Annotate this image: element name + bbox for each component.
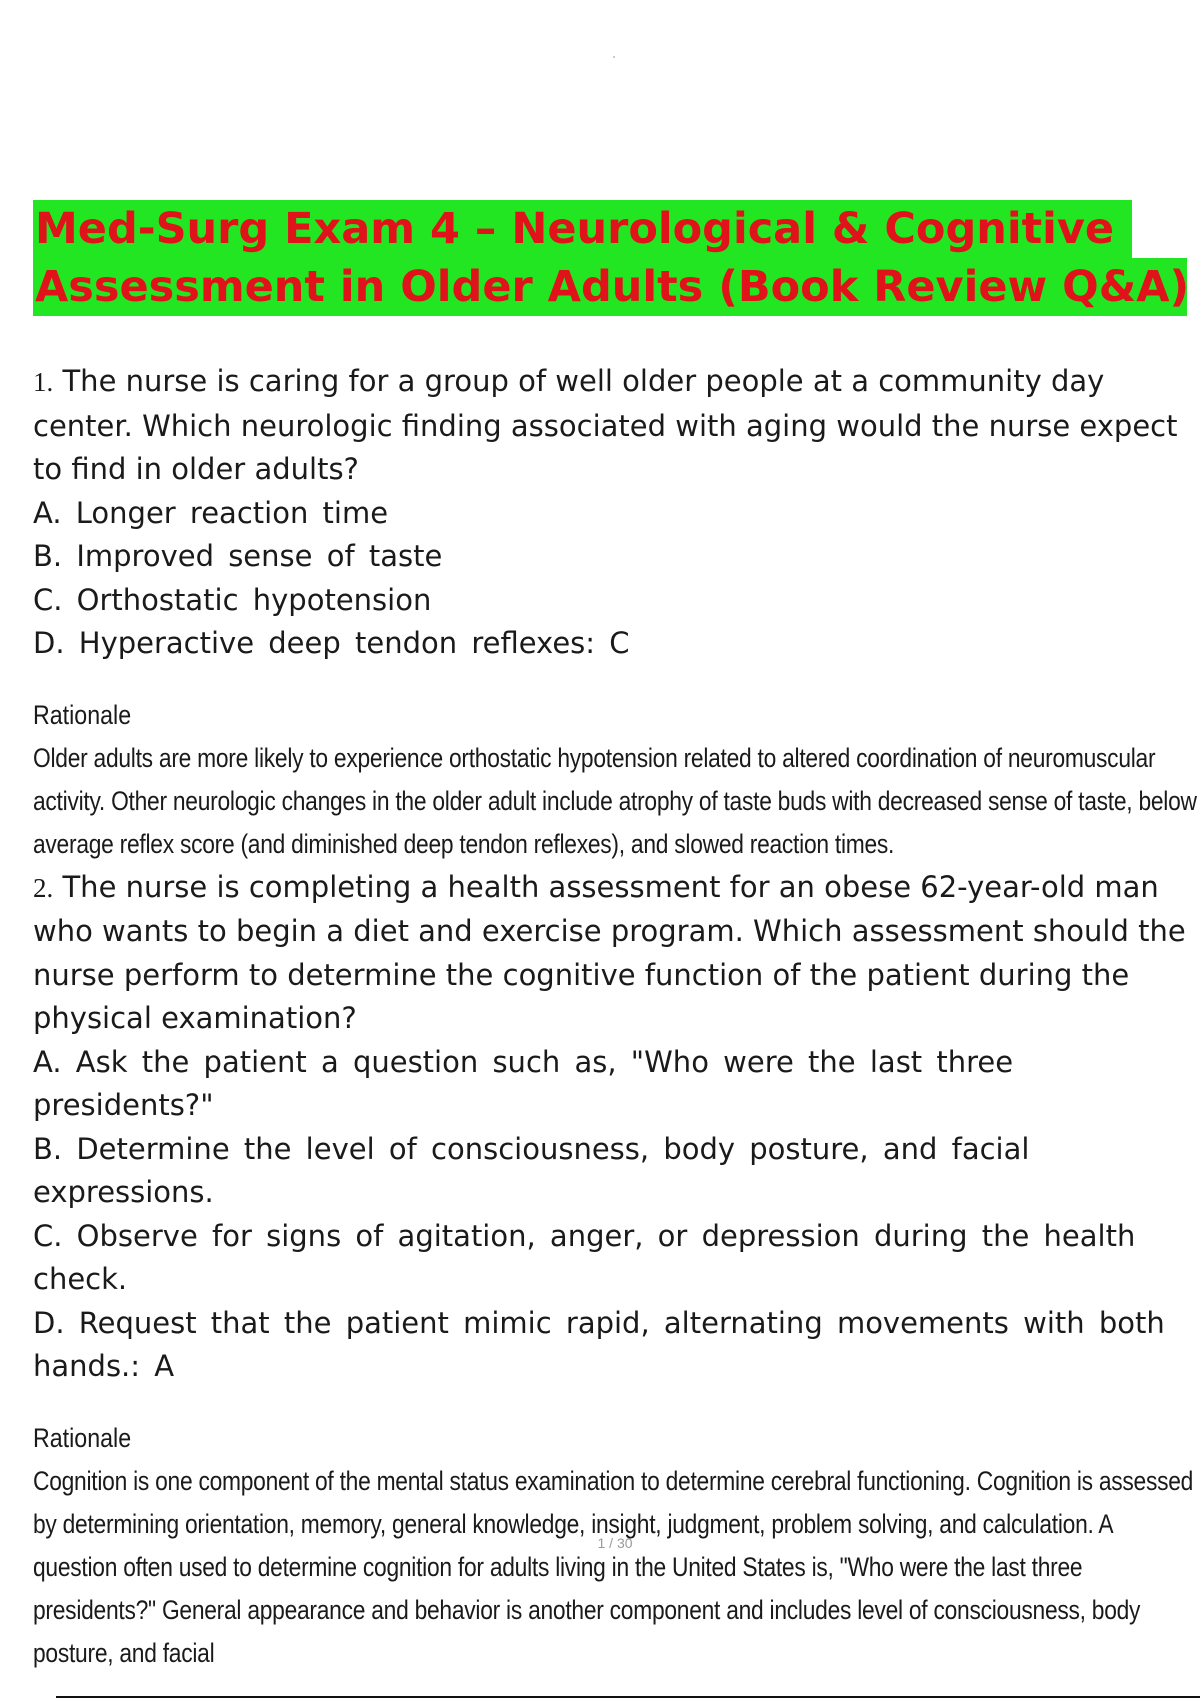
question-text: The nurse is caring for a group of well older people at a community day center. Which neurologic finding associated with aging would the nurse expect to find in older adults?	[33, 364, 1178, 486]
document-title	[33, 200, 1190, 316]
rationale-heading: Rationale	[33, 1422, 132, 1453]
rationale-text: Cognition is one component of the mental status examination to determine cerebral functioning. Cognition is assessed by determining orientation, memory, general knowledge, insight, judgment, problem solving, and calculation. A question often used to determine cognition for adults living in the United States is, "Who were the last three presidents?" General appearance and behavior is another component and includes level of consciousness, body posture, and facial	[33, 1465, 1194, 1668]
option-d: D. Hyperactive deep tendon reflexes: C	[33, 626, 630, 660]
option-a: A. Ask the patient a question such as, "Who were the last three presidents?"	[33, 1044, 1014, 1122]
page-indicator: 1 / 30	[597, 1535, 633, 1551]
option-a: A. Longer reaction time	[33, 495, 389, 530]
question-1	[33, 360, 1200, 666]
title-line-2: Assessment in Older Adults (Book Review Q&A)	[33, 258, 1187, 316]
rationale-heading: Rationale	[33, 699, 132, 730]
option-c: C. Orthostatic hypotension	[33, 582, 432, 617]
questions-content	[33, 360, 1200, 1675]
option-d: D. Request that the patient mimic rapid, alternating movements with both hands.: A	[33, 1305, 1165, 1383]
question-2	[33, 866, 1200, 1389]
option-c: C. Observe for signs of agitation, anger, or depression during the health check.	[33, 1218, 1136, 1296]
option-b: B. Determine the level of consciousness, body posture, and facial expressions.	[33, 1131, 1030, 1209]
question-number: 1.	[33, 367, 54, 397]
title-line-1: Med-Surg Exam 4 – Neurological & Cognitive	[33, 200, 1132, 258]
question-number: 2.	[33, 872, 54, 903]
rationale-text: Older adults are more likely to experience orthostatic hypotension related to altered coordination of neuromuscular activity. Other neurologic changes in the older adult include atrophy of taste buds with decreased sense of taste, below average reflex score (and diminished deep tendon reflexes), and slowed reaction times.	[33, 742, 1197, 859]
scan-artifact	[613, 56, 615, 58]
page-divider	[56, 1696, 1200, 1698]
question-stem	[33, 866, 1200, 1041]
option-b: B. Improved sense of taste	[33, 539, 443, 573]
question-stem	[33, 360, 1200, 492]
question-text: The nurse is completing a health assessment for an obese 62-year-old man who wants to begin a diet and exercise program. Which assessment should the nurse perform to determine the cognitive function of the patient during the physical examination?	[33, 869, 1186, 1035]
